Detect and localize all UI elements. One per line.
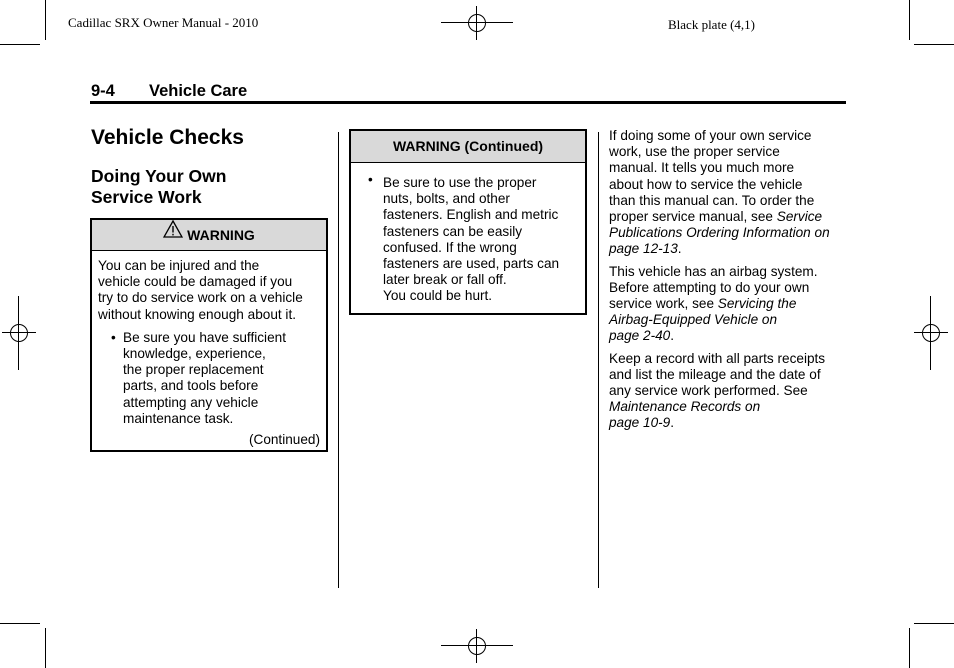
continued-label: (Continued) bbox=[248, 432, 320, 448]
text-line: about how to service the vehicle bbox=[609, 176, 803, 192]
text-line: fasteners are used, parts can bbox=[383, 256, 560, 272]
text-span: . bbox=[670, 328, 675, 344]
bullet-item bbox=[368, 172, 579, 305]
text-line: try to do service work on a vehicle bbox=[98, 290, 303, 306]
section-title: Vehicle Care bbox=[149, 82, 248, 100]
text-line: This vehicle has an airbag system. bbox=[609, 263, 818, 279]
text-line bbox=[609, 415, 849, 431]
text-line: than this manual can. To order the bbox=[609, 192, 815, 208]
warning-triangle-icon bbox=[163, 218, 183, 249]
crop-mark bbox=[18, 296, 19, 370]
crop-mark bbox=[45, 0, 46, 40]
text-line: Before attempting to do your own bbox=[609, 279, 810, 295]
cross-reference-link[interactable]: Publications Ordering Information on bbox=[609, 225, 830, 241]
warning-header: WARNING (Continued) bbox=[351, 131, 585, 163]
cross-reference-link[interactable]: Servicing the bbox=[717, 296, 797, 312]
crop-mark bbox=[930, 296, 931, 370]
text-line: vehicle could be damaged if you bbox=[98, 274, 293, 290]
text-line: confused. If the wrong bbox=[383, 239, 517, 255]
crop-mark bbox=[0, 623, 40, 624]
bullet-icon: • bbox=[111, 329, 116, 345]
text-line: the proper replacement bbox=[123, 362, 264, 378]
column-divider bbox=[338, 132, 339, 588]
crop-mark bbox=[914, 44, 954, 45]
paragraph bbox=[609, 128, 849, 258]
text-line: nuts, bolts, and other bbox=[383, 191, 510, 207]
text-line: work, use the proper service bbox=[609, 144, 780, 160]
text-line bbox=[609, 296, 849, 312]
cross-reference-link[interactable]: Service bbox=[776, 209, 823, 225]
cross-reference-link[interactable]: page 2-40 bbox=[609, 328, 671, 344]
text-line: Be sure to use the proper bbox=[383, 175, 537, 190]
paragraph bbox=[609, 351, 849, 432]
text-line bbox=[609, 209, 849, 225]
text-line bbox=[609, 241, 849, 257]
registration-mark-top bbox=[460, 6, 494, 40]
text-line: maintenance task. bbox=[123, 410, 234, 426]
text-line: parts, and tools before bbox=[123, 378, 259, 394]
text-line: later break or fall off. bbox=[383, 272, 507, 288]
text-line: without knowing enough about it. bbox=[98, 306, 297, 322]
text-line: knowledge, experience, bbox=[123, 346, 266, 362]
text-line: attempting any vehicle bbox=[123, 394, 259, 410]
column-3-text bbox=[609, 128, 849, 432]
text-span: proper service manual, see bbox=[609, 209, 777, 225]
warning-title: WARNING bbox=[187, 227, 255, 243]
bullet-icon: • bbox=[368, 172, 373, 187]
page-number: 9-4 bbox=[91, 82, 115, 100]
text-line: fasteners. English and metric bbox=[383, 207, 559, 223]
registration-mark-left bbox=[2, 316, 36, 350]
page-title: Vehicle Checks bbox=[91, 126, 244, 149]
manual-title: Cadillac SRX Owner Manual - 2010 bbox=[68, 15, 259, 30]
crop-mark bbox=[909, 0, 910, 40]
cross-reference-link[interactable]: page 10-9 bbox=[609, 415, 671, 431]
warning-box bbox=[90, 218, 328, 452]
cross-reference-link[interactable]: page 12-13 bbox=[609, 241, 678, 257]
crop-mark bbox=[909, 628, 910, 668]
text-line: fasteners can be easily bbox=[383, 223, 523, 239]
text-span: . bbox=[670, 415, 675, 431]
text-span: service work, see bbox=[609, 296, 718, 312]
paragraph bbox=[609, 264, 849, 345]
crop-mark bbox=[45, 628, 46, 668]
text-span: . bbox=[677, 241, 682, 257]
cross-reference-link[interactable]: Maintenance Records on bbox=[609, 399, 761, 415]
registration-mark-right bbox=[914, 316, 948, 350]
registration-mark-bottom bbox=[460, 629, 494, 663]
subheading-line: Doing Your Own bbox=[91, 166, 227, 186]
text-line: manual. It tells you much more bbox=[609, 160, 795, 176]
warning-box-continued bbox=[349, 129, 587, 315]
text-line: You can be injured and the bbox=[98, 258, 260, 273]
crop-mark bbox=[441, 22, 513, 23]
section-subheading bbox=[91, 166, 226, 208]
bullet-item bbox=[108, 330, 320, 427]
text-line: You could be hurt. bbox=[383, 288, 493, 304]
warning-body bbox=[92, 251, 326, 448]
column-divider bbox=[598, 132, 599, 588]
warning-header bbox=[92, 220, 326, 251]
cross-reference-link[interactable]: Airbag-Equipped Vehicle on bbox=[609, 312, 778, 328]
plate-label: Black plate (4,1) bbox=[668, 17, 755, 32]
text-line: Be sure you have sufficient bbox=[123, 329, 286, 345]
header-rule bbox=[90, 101, 846, 104]
text-line bbox=[609, 328, 849, 344]
crop-mark bbox=[914, 623, 954, 624]
crop-mark bbox=[0, 44, 40, 45]
text-line: If doing some of your own service bbox=[609, 128, 812, 143]
text-line: Keep a record with all parts receipts bbox=[609, 350, 826, 366]
text-line: and list the mileage and the date of bbox=[609, 366, 821, 382]
warning-body bbox=[351, 163, 585, 305]
crop-mark bbox=[441, 645, 513, 646]
subheading-line: Service Work bbox=[91, 187, 202, 207]
text-line: any service work performed. See bbox=[609, 383, 808, 399]
